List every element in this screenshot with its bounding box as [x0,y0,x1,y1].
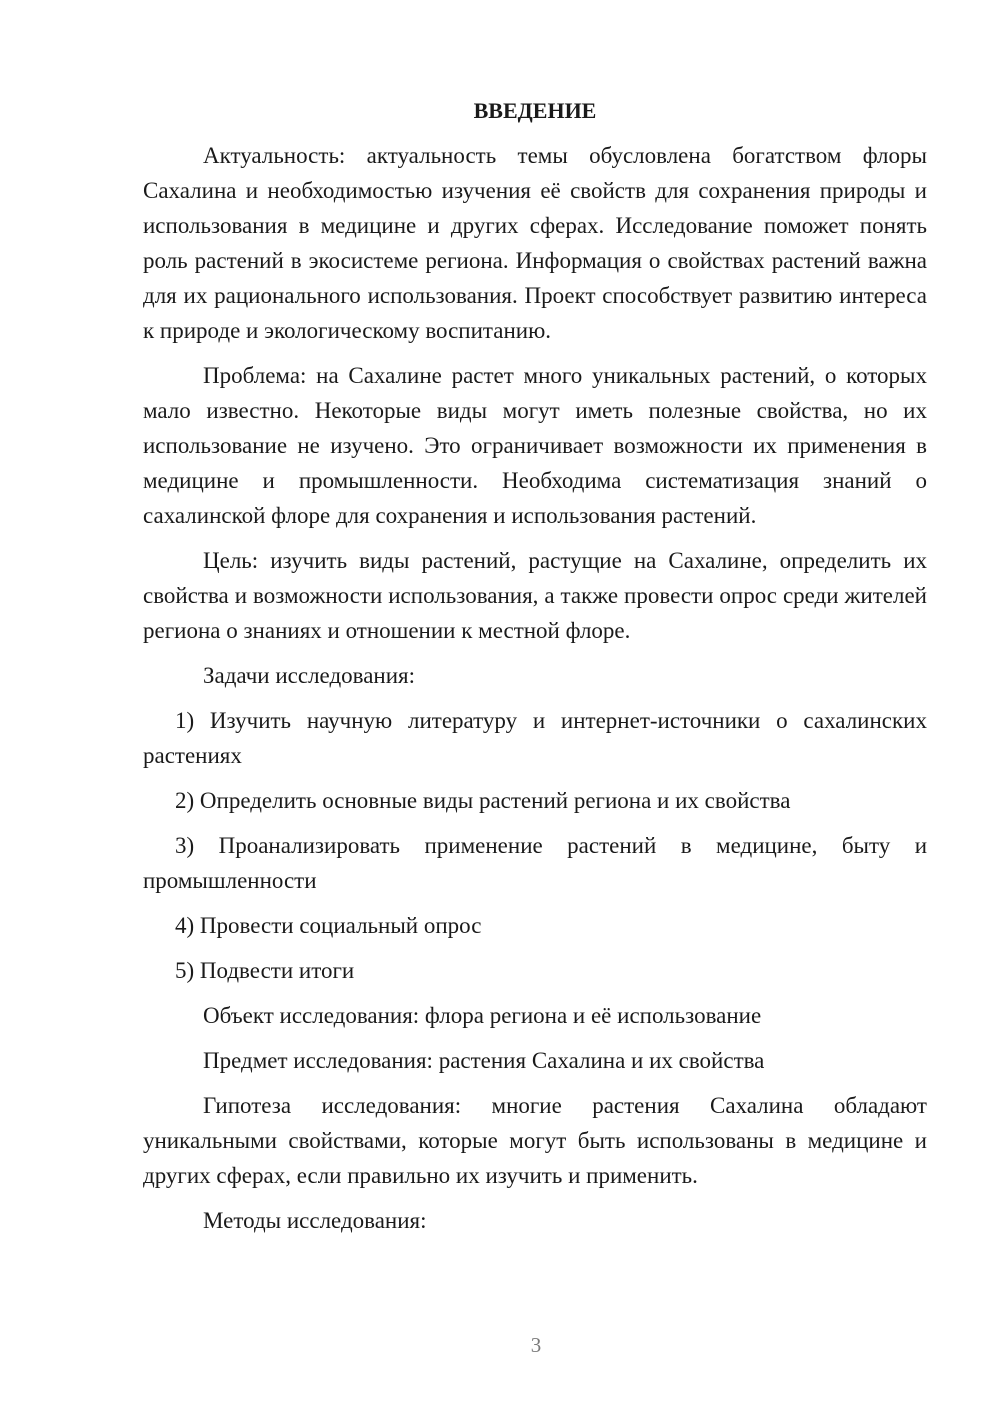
subject-paragraph: Предмет исследования: растения Сахалина и их свойства [203,1048,765,1073]
hypothesis-paragraph: Гипотеза исследования: многие растения Сахалина обладают уникальными свойствами, которые могут быть использованы в медицине и других сферах, если правильно их изучить и применить. [143,1093,927,1188]
page-number: 3 [530,1333,542,1357]
goal-paragraph: Цель: изучить виды растений, растущие на Сахалине, определить их свойства и возможности использования, а также провести опрос среди жителей региона о знаниях и отношении к местной флоре. [143,548,927,643]
task-item-1: 1) Изучить научную литературу и интернет-источники о сахалинских растениях [143,708,927,768]
object-paragraph: Объект исследования: флора региона и её использование [203,1003,762,1028]
tasks-title: Задачи исследования: [203,663,416,688]
page-title: ВВЕДЕНИЕ [473,98,597,123]
task-item-5: 5) Подвести итоги [175,958,355,983]
task-item-2: 2) Определить основные виды растений региона и их свойства [175,788,791,813]
task-item-4: 4) Провести социальный опрос [175,913,482,938]
relevance-paragraph: Актуальность: актуальность темы обусловлена богатством флоры Сахалина и необходимостью изучения её свойств для сохранения природы и использования в медицине и других сферах. Исследование поможет понять роль растений в экосистеме региона. Информация о свойствах растений важна для их рационального использования. Проект способствует развитию интереса к природе и экологическому воспитанию. [143,143,927,343]
methods-title: Методы исследования: [203,1208,427,1233]
task-item-3: 3) Проанализировать применение растений в медицине, быту и промышленности [143,833,927,893]
problem-paragraph: Проблема: на Сахалине растет много уникальных растений, о которых мало известно. Некоторые виды могут иметь полезные свойства, но их использование не изучено. Это ограничивает возможности их применения в медицине и промышленности. Необходима систематизация знаний о сахалинской флоре для сохранения и использования растений. [143,363,927,528]
document-body [143,96,927,1248]
